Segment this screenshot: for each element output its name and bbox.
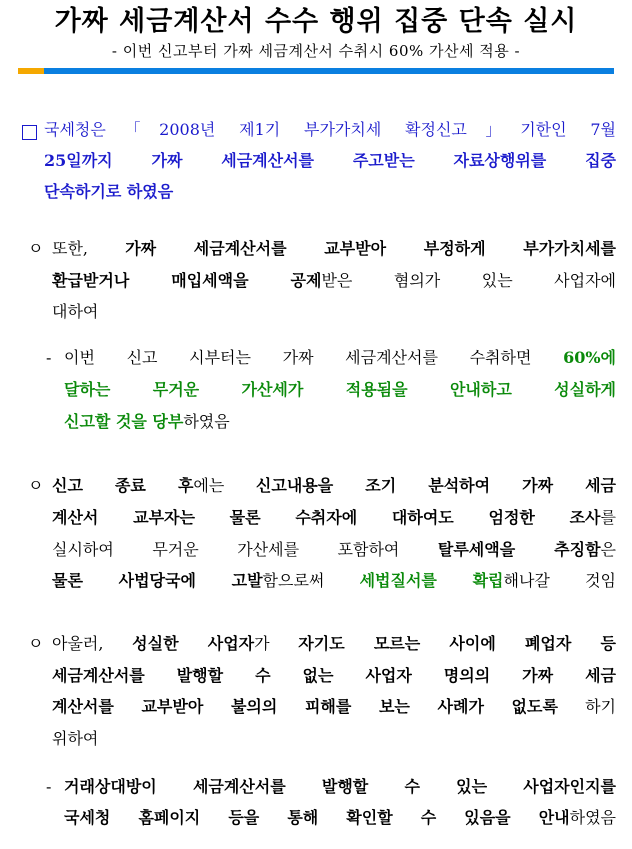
circle-bullet-icon: ㅇ bbox=[28, 476, 44, 495]
page-subtitle: - 이번 신고부터 가짜 세금계산서 수취시 60% 가산세 적용 - bbox=[111, 42, 521, 60]
circle-bullet-icon: ㅇ bbox=[28, 239, 44, 258]
paragraph-3-line-3: 신고할 것을 당부하였음 bbox=[64, 412, 230, 431]
paragraph-2-line-2: 환급받거나 매입세액을 공제받은 혐의가 있는 사업자에 bbox=[52, 271, 616, 290]
paragraph-5-line-1: 아울러, 성실한 사업자가 자기도 모르는 사이에 폐업자 등 bbox=[52, 634, 616, 653]
paragraph-3-line-2: 달하는 무거운 가산세가 적용됨을 안내하고 성실하게 bbox=[64, 380, 616, 399]
paragraph-6-line-1: 거래상대방이 세금계산서를 발행할 수 있는 사업자인지를 bbox=[64, 777, 616, 796]
paragraph-5-line-2: 세금계산서를 발행할 수 없는 사업자 명의의 가짜 세금 bbox=[52, 666, 616, 685]
circle-bullet-icon: ㅇ bbox=[28, 634, 44, 653]
square-bullet-icon bbox=[22, 120, 37, 149]
paragraph-5-line-4: 위하여 bbox=[52, 729, 99, 748]
paragraph-6-line-2: 국세청 홈페이지 등을 통해 확인할 수 있음을 안내하였음 bbox=[64, 808, 616, 827]
paragraph-3-line-1: 이번 신고 시부터는 가짜 세금계산서를 수취하면 60%에 bbox=[64, 348, 616, 367]
title-divider-bar bbox=[18, 68, 614, 74]
paragraph-4-line-4: 물론 사법당국에 고발함으로써 세법질서를 확립해나갈 것임 bbox=[52, 571, 617, 590]
paragraph-2-line-3: 대하여 bbox=[52, 302, 99, 321]
paragraph-4-line-1: 신고 종료 후에는 신고내용을 조기 분석하여 가짜 세금 bbox=[52, 476, 617, 495]
paragraph-1-line-1: 국세청은「2008년 제1기 부가가치세 확정신고」기한인 7월 bbox=[44, 120, 616, 139]
paragraph-5-line-3: 계산서를 교부받아 불의의 피해를 보는 사례가 없도록 하기 bbox=[52, 697, 616, 716]
dash-bullet: - bbox=[46, 348, 52, 367]
paragraph-1-line-2: 25일까지 가짜 세금계산서를 주고받는 자료상행위를 집중 bbox=[44, 151, 616, 170]
paragraph-4-line-2: 계산서 교부자는 물론 수취자에 대하여도 엄정한 조사를 bbox=[52, 508, 616, 527]
paragraph-1-line-3: 단속하기로 하였음 bbox=[44, 182, 174, 201]
paragraph-2-line-1: 또한, 가짜 세금계산서를 교부받아 부정하게 부가가치세를 bbox=[52, 239, 616, 258]
dash-bullet: - bbox=[46, 777, 52, 796]
paragraph-4-line-3: 실시하여 무거운 가산세를 포함하여 탈루세액을 추징함은 bbox=[52, 540, 617, 559]
page-title: 가짜 세금계산서 수수 행위 집중 단속 실시 bbox=[54, 6, 578, 37]
